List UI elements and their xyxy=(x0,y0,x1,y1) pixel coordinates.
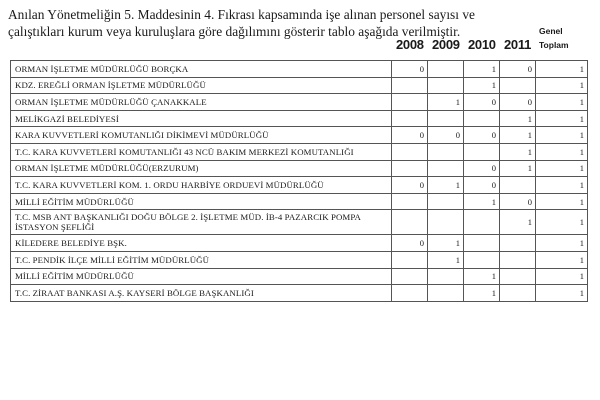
year-2011-cell: 1 xyxy=(500,127,536,144)
personnel-table xyxy=(10,60,588,302)
total-cell: 1 xyxy=(536,160,588,177)
table-row xyxy=(11,127,588,144)
year-2008-cell xyxy=(392,143,428,160)
year-2010-cell: 1 xyxy=(464,268,500,285)
year-2009-cell xyxy=(428,268,464,285)
year-2008-cell xyxy=(392,110,428,127)
total-cell: 1 xyxy=(536,61,588,78)
total-cell: 1 xyxy=(536,235,588,252)
year-2008-cell: 0 xyxy=(392,235,428,252)
organization-cell: T.C. KARA KUVVETLERİ KOMUTANLIĞI 43 NCÜ BAKIM MERKEZİ KOMUTANLIĞI xyxy=(11,143,392,160)
total-cell: 1 xyxy=(536,177,588,194)
table-row xyxy=(11,61,588,78)
year-2009-cell: 1 xyxy=(428,251,464,268)
year-2009-cell xyxy=(428,193,464,210)
year-2009-cell xyxy=(428,77,464,94)
year-2011-cell: 1 xyxy=(500,210,536,235)
year-2009-cell xyxy=(428,285,464,302)
year-2011-cell xyxy=(500,285,536,302)
organization-cell: T.C. PENDİK İLÇE MİLLİ EĞİTİM MÜDÜRLÜĞÜ xyxy=(11,251,392,268)
year-2008-cell: 0 xyxy=(392,127,428,144)
year-2008-cell xyxy=(392,94,428,111)
year-2010-cell: 0 xyxy=(464,127,500,144)
intro-line-1: Anılan Yönetmeliğin 5. Maddesinin 4. Fıkrası kapsamında işe alınan personel sayısı ve xyxy=(8,7,475,22)
organization-cell: KİLEDERE BELEDİYE BŞK. xyxy=(11,235,392,252)
total-header xyxy=(539,24,569,52)
year-2010-cell: 0 xyxy=(464,94,500,111)
year-2008-cell xyxy=(392,251,428,268)
year-2009-cell xyxy=(428,210,464,235)
year-2009-cell xyxy=(428,143,464,160)
table-row xyxy=(11,177,588,194)
table-row xyxy=(11,110,588,127)
table-row xyxy=(11,143,588,160)
year-2008-cell xyxy=(392,77,428,94)
year-header-2010: 2010 xyxy=(468,37,496,52)
table-row xyxy=(11,77,588,94)
organization-cell: T.C. KARA KUVVETLERİ KOM. 1. ORDU HARBİYE ORDUEVİ MÜDÜRLÜĞÜ xyxy=(11,177,392,194)
year-2009-cell xyxy=(428,61,464,78)
total-cell: 1 xyxy=(536,193,588,210)
total-cell: 1 xyxy=(536,110,588,127)
total-cell: 1 xyxy=(536,268,588,285)
year-2010-cell xyxy=(464,210,500,235)
total-header-line-2: Toplam xyxy=(539,40,569,50)
year-2008-cell xyxy=(392,210,428,235)
year-2011-cell xyxy=(500,251,536,268)
table-row xyxy=(11,193,588,210)
year-2008-cell: 0 xyxy=(392,61,428,78)
total-header-line-1: Genel xyxy=(539,26,563,36)
year-header-2011: 2011 xyxy=(504,37,532,52)
total-cell: 1 xyxy=(536,143,588,160)
organization-cell: ORMAN İŞLETME MÜDÜRLÜĞÜ(ERZURUM) xyxy=(11,160,392,177)
year-header-2008: 2008 xyxy=(396,37,424,52)
year-2011-cell: 0 xyxy=(500,193,536,210)
year-2010-cell xyxy=(464,251,500,268)
year-2008-cell xyxy=(392,193,428,210)
total-cell: 1 xyxy=(536,77,588,94)
total-cell: 1 xyxy=(536,127,588,144)
organization-cell: MİLLİ EĞİTİM MÜDÜRLÜĞÜ xyxy=(11,268,392,285)
year-2008-cell xyxy=(392,160,428,177)
year-2008-cell: 0 xyxy=(392,177,428,194)
year-2010-cell xyxy=(464,110,500,127)
year-2010-cell: 1 xyxy=(464,285,500,302)
total-cell: 1 xyxy=(536,94,588,111)
table-row xyxy=(11,268,588,285)
year-2011-cell xyxy=(500,235,536,252)
year-2011-cell: 0 xyxy=(500,94,536,111)
year-2011-cell: 1 xyxy=(500,143,536,160)
year-2011-cell: 0 xyxy=(500,61,536,78)
year-header-2009: 2009 xyxy=(432,37,460,52)
year-2010-cell xyxy=(464,143,500,160)
table-body xyxy=(11,61,588,302)
organization-cell: KDZ. EREĞLİ ORMAN İŞLETME MÜDÜRLÜĞÜ xyxy=(11,77,392,94)
year-2010-cell: 1 xyxy=(464,77,500,94)
year-2008-cell xyxy=(392,268,428,285)
intro-paragraph xyxy=(8,6,536,40)
year-2008-cell xyxy=(392,285,428,302)
total-cell: 1 xyxy=(536,251,588,268)
table-row xyxy=(11,235,588,252)
year-2009-cell: 1 xyxy=(428,177,464,194)
year-2011-cell xyxy=(500,177,536,194)
organization-cell: MİLLİ EĞİTİM MÜDÜRLÜĞÜ xyxy=(11,193,392,210)
organization-cell: T.C. ZİRAAT BANKASI A.Ş. KAYSERİ BÖLGE BAŞKANLIĞI xyxy=(11,285,392,302)
organization-cell: MELİKGAZİ BELEDİYESİ xyxy=(11,110,392,127)
year-2011-cell xyxy=(500,268,536,285)
year-2010-cell: 1 xyxy=(464,61,500,78)
year-2011-cell xyxy=(500,77,536,94)
year-2010-cell: 0 xyxy=(464,177,500,194)
year-2010-cell: 1 xyxy=(464,193,500,210)
table-row xyxy=(11,251,588,268)
year-2010-cell xyxy=(464,235,500,252)
table-row xyxy=(11,94,588,111)
total-cell: 1 xyxy=(536,285,588,302)
total-cell: 1 xyxy=(536,210,588,235)
organization-cell: ORMAN İŞLETME MÜDÜRLÜĞÜ BORÇKA xyxy=(11,61,392,78)
year-2011-cell: 1 xyxy=(500,110,536,127)
year-2009-cell xyxy=(428,160,464,177)
year-2010-cell: 0 xyxy=(464,160,500,177)
year-2009-cell: 0 xyxy=(428,127,464,144)
intro-line-2: çalıştıkları kurum veya kuruluşlara göre dağılımını gösterir tablo aşağıda verilmiştir. xyxy=(8,24,461,39)
organization-cell: KARA KUVVETLERİ KOMUTANLIĞI DİKİMEVİ MÜDÜRLÜĞÜ xyxy=(11,127,392,144)
year-2009-cell: 1 xyxy=(428,94,464,111)
organization-cell: ORMAN İŞLETME MÜDÜRLÜĞÜ ÇANAKKALE xyxy=(11,94,392,111)
table-row xyxy=(11,210,588,235)
organization-cell: T.C. MSB ANT BAŞKANLIĞI DOĞU BÖLGE 2. İŞLETME MÜD. İB-4 PAZARCIK POMPA İSTASYON ŞEFLİĞİ xyxy=(11,210,392,235)
table-row xyxy=(11,160,588,177)
year-2011-cell: 1 xyxy=(500,160,536,177)
year-2009-cell: 1 xyxy=(428,235,464,252)
table-row xyxy=(11,285,588,302)
year-2009-cell xyxy=(428,110,464,127)
